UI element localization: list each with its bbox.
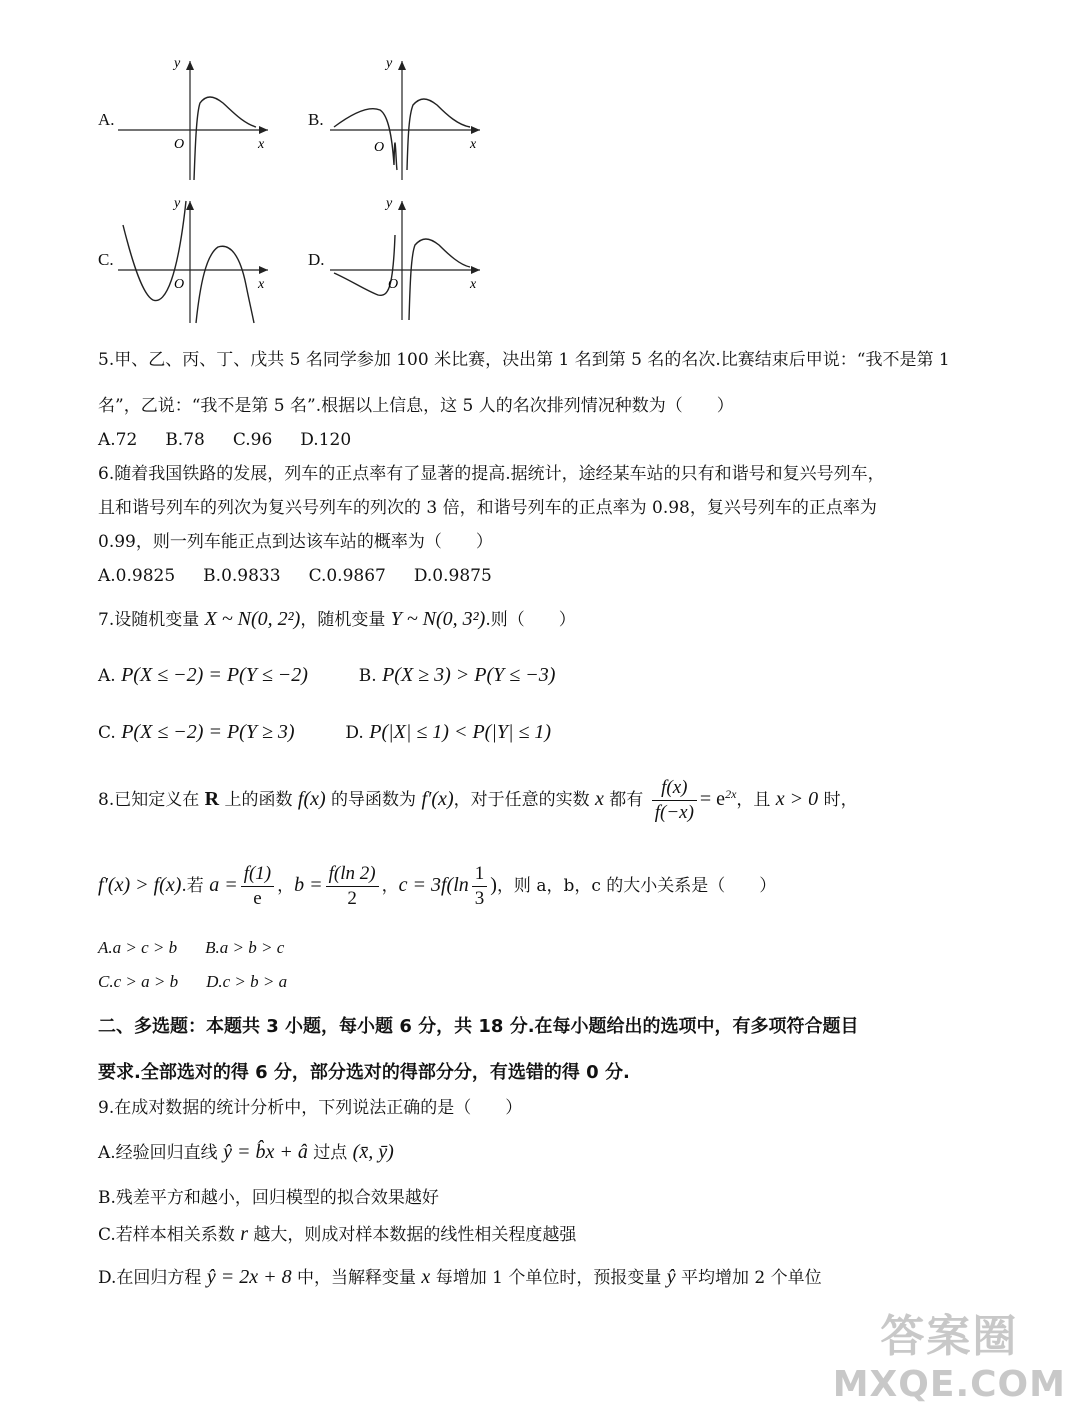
section2-heading-line1: 二、多选题：本题共 3 小题，每小题 6 分，共 18 分.在每小题给出的选项中，有多项符合题目 [98,1016,859,1037]
q7-option-a-math: P(X ≤ −2) = P(Y ≤ −2) [121,664,308,686]
q5-option-d[interactable]: D.120 [300,430,352,450]
q8-l2-t3: ， [381,875,399,896]
q8-fpx: f′(x) [421,787,454,810]
q7-stem [98,607,576,631]
q7-option-b-label: B. [358,666,383,686]
q6-option-a[interactable]: A.0.9825 [98,566,176,586]
q8-b-fraction [326,862,379,911]
q9-option-d[interactable] [98,1265,822,1289]
graph-b-origin: O [374,140,385,155]
q9-option-a[interactable] [98,1140,394,1164]
q8-option-c[interactable]: C.c > a > b [98,972,179,991]
q9-option-a-pre: A.经验回归直线 [98,1143,224,1163]
q8-options-row2 [98,972,315,992]
q8-ineq: f′(x) > f(x) [98,873,182,896]
q7-option-c[interactable] [98,723,295,743]
q6-line1: 6.随着我国铁路的发展，列车的正点率有了显著的提高.据统计，途经某车站的只有和谐号和复兴号列车， [98,464,885,484]
graph-b [330,55,490,185]
q6-option-b[interactable]: B.0.9833 [203,566,281,586]
graph-d-x-label: x [470,277,477,292]
q9-option-b[interactable]: B.残差平方和越小，回归模型的拟合效果越好 [98,1188,439,1208]
q5-option-a[interactable]: A.72 [98,430,138,450]
q8-cond: x > 0 [775,787,819,810]
q8-a-den: e [253,887,262,909]
q7-option-b[interactable] [359,666,556,686]
q8-a-num: f(1) [241,862,274,887]
q9-option-c-pre: C.若样本相关系数 [98,1225,241,1245]
q7-option-b-math: P(X ≥ 3) > P(Y ≤ −3) [382,664,556,686]
graph-a [118,55,278,185]
graph-c-x-label: x [258,277,265,292]
q8-option-d[interactable]: D.c > b > a [206,972,288,991]
q6-option-d[interactable]: D.0.9875 [413,566,492,586]
q7-option-c-label: C. [98,723,122,743]
q8-b-eq: b = [294,873,323,896]
graph-a-label: A. [98,110,115,129]
q8-c-num: 1 [472,862,488,887]
q9-option-a-point: (x̄, ȳ) [352,1141,394,1163]
watermark-bottom: MXQE.COM [832,1364,1066,1405]
graph-d-origin: O [388,277,399,292]
q6-option-c[interactable]: C.0.9867 [308,566,386,586]
q8-ratio-den: f(−x) [654,801,694,823]
q7-stem-post: .则（ ） [485,610,576,630]
q8-options-row1 [98,938,312,958]
q7-option-a-label: A. [98,666,122,686]
q9-option-d-math: ŷ = 2x + 8 [206,1266,292,1288]
q8-c-close: ) [490,873,497,896]
q5-option-c[interactable]: C.96 [232,430,273,450]
q8-line2 [98,862,776,911]
q8-t5: ，且 [736,789,776,810]
q5-options [98,430,379,450]
q8-l2-t1: .若 [181,875,210,896]
q7-stem-y: Y ~ N(0, 3²) [390,608,486,630]
q8-a-eq: a = [209,873,238,896]
q8-ratio-fraction [652,776,697,825]
q8-t4: 都有 [603,789,649,810]
q8-eq: = e [699,787,726,810]
graph-a-origin: O [174,137,185,152]
q8-option-b[interactable]: B.a > b > c [205,938,285,957]
q9-option-c-r: r [240,1223,249,1245]
q8-real-set: R [204,787,220,810]
q9-option-a-math: ŷ = b̂x + â [223,1141,308,1163]
watermark-top: 答案圈 [880,1311,1019,1362]
q6-line3: 0.99，则一列车能正点到达该车站的概率为（ ） [98,532,493,552]
q8-exp: 2x [725,787,737,802]
q8-a-fraction [241,862,274,911]
q5-line1: 5.甲、乙、丙、丁、戊共 5 名同学参加 100 米比赛，决出第 1 名到第 5 名的名次.比赛结束后甲说：“我不是第 1 [98,350,950,370]
graph-b-label: B. [308,110,324,129]
q5-line2: 名”，乙说：“我不是第 5 名”.根据以上信息，这 5 人的名次排列情况种数为（ ） [98,396,734,416]
section2-heading-line2: 要求.全部选对的得 6 分，部分选对的得部分分，有选错的得 0 分. [98,1062,630,1083]
q6-options [98,566,520,586]
q8-t1: 上的函数 [219,789,298,810]
graph-c-label: C. [98,250,114,269]
graph-c-y-label: y [174,196,181,211]
graph-b-y-label: y [386,56,393,71]
q7-stem-x: X ~ N(0, 2²) [204,608,301,630]
graph-c [118,195,278,325]
graph-c-origin: O [174,277,185,292]
q9-option-d-y: ŷ [666,1266,676,1288]
q7-option-c-math: P(X ≤ −2) = P(Y ≥ 3) [121,721,295,743]
graph-d-y-label: y [386,196,393,211]
q8-l2-t2: ， [277,875,295,896]
q9-option-c[interactable] [98,1222,576,1246]
q8-t6: 时， [818,789,858,810]
watermark-logo [833,1300,1066,1405]
q6-line2: 且和谐号列车的列次为复兴号列车的列次的 3 倍，和谐号列车的正点率为 0.98，复兴号列车的正点率为 [98,498,877,518]
q7-option-d-label: D. [345,723,370,743]
q8-fx: f(x) [297,787,326,810]
q8-line1 [98,776,858,825]
q7-stem-pre: 7.设随机变量 [98,610,205,630]
q8-option-a[interactable]: A.a > c > b [98,938,178,957]
graph-d-label: D. [308,250,325,269]
q8-t2: 的导函数为 [325,789,422,810]
q8-b-den: 2 [347,887,357,909]
q9-option-d-pre: D.在回归方程 [98,1268,207,1288]
q8-t3: ，对于任意的实数 [453,789,596,810]
q7-option-a[interactable] [98,666,308,686]
q8-c-eq: c = 3f(ln [398,873,469,896]
q9-option-d-x: x [421,1266,431,1288]
graph-a-y-label: y [174,56,181,71]
graph-b-x-label: x [470,137,477,152]
q8-x: x [595,787,604,810]
q7-option-d[interactable] [345,723,551,743]
q7-option-d-math: P(|X| ≤ 1) < P(|Y| ≤ 1) [369,721,552,743]
q8-c-den: 3 [474,887,485,909]
q9-option-d-mid: 中，当解释变量 [291,1268,422,1288]
q8-l2-t4: ，则 a，b，c 的大小关系是（ ） [496,875,777,896]
graph-a-x-label: x [258,137,265,152]
q5-option-b[interactable]: B.78 [165,430,205,450]
q8-c-fraction [472,862,488,911]
q8-ratio-num: f(x) [652,776,697,801]
q9-option-a-mid: 过点 [307,1143,353,1163]
q7-options-row1 [98,663,555,687]
q9-option-c-post: 越大，则成对样本数据的线性相关程度越强 [248,1225,577,1245]
q7-stem-mid: ，随机变量 [300,610,391,630]
q8-pre: 8.已知定义在 [98,789,205,810]
q9-stem: 9.在成对数据的统计分析中，下列说法正确的是（ ） [98,1098,523,1118]
q9-option-d-mid2: 每增加 1 个单位时，预报变量 [430,1268,667,1288]
graph-d [330,195,490,325]
q9-option-d-post: 平均增加 2 个单位 [675,1268,822,1288]
q8-b-num: f(ln 2) [326,862,379,887]
q7-options-row2 [98,720,551,744]
